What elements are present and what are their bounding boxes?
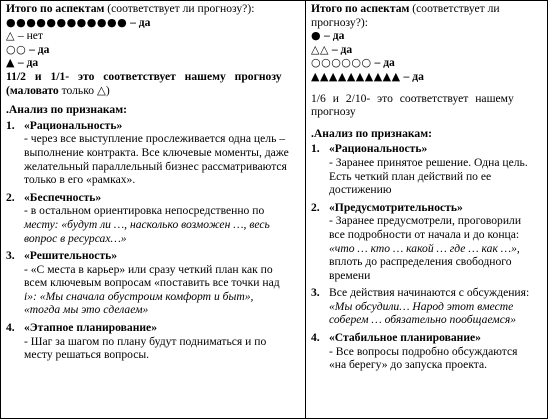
left-heading — [6, 2, 300, 16]
right-heading-line2: прогнозу?): — [311, 15, 368, 29]
right-item-1: 1. «Рациональность» - Заранее принятое решение. Одна цель. Есть четкий план действий по ее достижению — [311, 142, 528, 197]
left-item-3: 3. «Решительность» - «С места в карьер» или сразу четкий план как по всем ключевым вопросам «поставить все точки над i»: «Мы сначала обустроим комфорт и быт», «тогда мы это сделаем» — [6, 249, 280, 317]
left-row-4: ▲ – да — [6, 56, 39, 70]
column-divider — [305, 0, 306, 419]
right-heading: Итого по аспектам (соответствует ли — [311, 2, 500, 15]
triangle-outline-icons: △△ — [311, 42, 329, 56]
left-summary-2: (маловато только △) — [6, 83, 110, 97]
right-summary-2: прогнозу — [311, 105, 356, 119]
left-item-2: 2. «Беспечность» - в остальном ориентировка непосредственно по месту: «будут ли …, насколько возможен …, весь вопрос в ресурсах…» — [6, 190, 270, 245]
right-analysis-title: .Анализ по признакам: — [311, 126, 432, 140]
left-row-3: ○○ – да — [6, 42, 50, 56]
triangle-outline-icons: △ — [6, 29, 15, 43]
left-row-2: △ – нет — [6, 29, 43, 43]
left-summary-1: 11/2 и 1/1- это соответствует нашему прогнозу — [6, 69, 282, 83]
right-row-3: ○○○○○○ – да — [311, 56, 395, 70]
circle-outline-icons: ○○ — [6, 42, 27, 56]
left-heading-rest: (соответствует ли прогнозу?): — [104, 2, 255, 15]
left-row-1: ●●●●●●●●●●●● – да — [6, 15, 151, 29]
right-column — [311, 2, 543, 372]
filled-circle-icons: ● — [311, 29, 322, 43]
right-row-2: △△ – да — [311, 42, 353, 56]
left-column — [6, 2, 300, 362]
right-row-4: ▲▲▲▲▲▲▲▲▲▲ – да — [311, 69, 424, 83]
right-summary-1: 1/6 и 2/10- это соответствует нашему — [311, 91, 514, 105]
right-row-1: ● – да — [311, 29, 345, 43]
filled-circle-icons: ●●●●●●●●●●●● — [6, 15, 128, 29]
filled-triangle-icons: ▲▲▲▲▲▲▲▲▲▲ — [311, 69, 401, 83]
right-item-2: 2. «Предусмотрительность» - Заранее предусмотрели, проговорили все подробности от начала и до конца: «что … кто … какой … где … как …», вплоть до распределения свободного времени — [311, 200, 522, 282]
circle-outline-icons: ○○○○○○ — [311, 56, 372, 70]
right-item-4: 4. «Стабильное планирование» - Все вопросы подробно обсуждаются «на берегу» до запуска проекта. — [311, 331, 518, 372]
left-item-4: 4. «Этапное планирование» - Шаг за шагом по плану будут подниматься и по месту решаться вопросы. — [6, 321, 267, 362]
left-item-1: 1. «Рациональность» - через все выступление прослеживается одна цель – выполнение контракта. Все ключевые моменты, даже желательный параллельный бизнес рассматриваются только в его «рамках». — [6, 118, 289, 187]
filled-triangle-icons: ▲ — [6, 56, 15, 70]
left-analysis-title: .Анализ по признакам: — [6, 103, 127, 117]
left-heading-bold: Итого по аспектам — [6, 2, 105, 15]
right-item-3: 3. Все действия начинаются с обсуждения: «Мы обсудили… Народ этот вместе соберем … обязательно пообщаемся» — [311, 286, 530, 327]
